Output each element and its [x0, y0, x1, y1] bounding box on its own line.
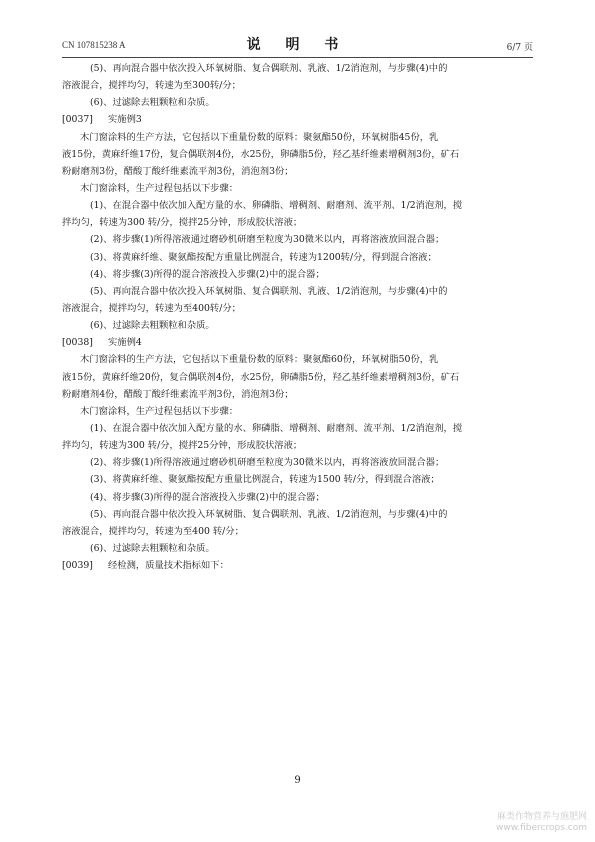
line-text: 粉耐磨剂4份，醋酸丁酸纤维素流平剂3份，消泡剂3份；: [62, 388, 294, 400]
line-text: (6)、过滤除去粗颗粒和杂质。: [90, 320, 215, 332]
text-line: [62, 266, 535, 283]
text-line: [62, 420, 535, 437]
text-line: [62, 369, 535, 386]
line-text: 溶液混合，搅拌均匀，转速为至400 转/分；: [62, 525, 244, 537]
watermark-url: www.fibercrops.com: [496, 823, 587, 833]
line-text: (3)、将黄麻纤维、聚氨酯按配方重量比例混合，转速为1200转/分，得到混合溶液；: [90, 251, 437, 263]
header-divider: [62, 57, 533, 58]
text-line: [62, 454, 535, 471]
page-header: [62, 34, 533, 56]
line-text: (3)、将黄麻纤维、聚氨酯按配方重量比例混合，转速为1500 转/分，得到混合溶液；: [90, 474, 440, 486]
site-watermark: [496, 812, 587, 834]
page-number: 9: [294, 775, 301, 786]
line-text: 液15份，黄麻纤维20份，复合偶联剂4份，水25份，卵磷脂5份，羟乙基纤维素增稠剂3份，矿石: [62, 371, 460, 383]
line-text: (5)、再向混合器中依次投入环氧树脂、复合偶联剂、乳液、1/2消泡剂，与步骤(4)中的: [90, 508, 448, 520]
text-line: [62, 197, 535, 214]
text-line: [62, 386, 535, 403]
line-text: 拌均匀，转速为300 转/分，搅拌25分钟，形成胶状溶液；: [62, 217, 303, 229]
paragraph-number: [0038]: [62, 337, 93, 349]
line-text: 木门窗涂料的生产方法，它包括以下重量份数的原料：聚氨酯50份，环氧树脂45份，乳: [80, 131, 439, 143]
text-line: [62, 94, 535, 111]
page-of-indicator: 6/7 页: [506, 43, 533, 53]
text-line: [62, 300, 535, 317]
line-text: 溶液混合，搅拌均匀，转速为至300转/分；: [62, 80, 241, 92]
line-text: 拌均匀，转速为300 转/分，搅拌25分钟，形成胶状溶液；: [62, 440, 303, 452]
text-line: [62, 489, 535, 506]
line-text: (2)、将步骤(1)所得溶液通过磨砂机研磨至粒度为30微米以内，再将溶液放回混合器；: [90, 457, 445, 469]
text-line: [62, 60, 535, 77]
document-body: [62, 60, 535, 574]
line-text: 溶液混合，搅拌均匀，转速为至400转/分；: [62, 302, 241, 314]
paragraph-heading: [62, 334, 535, 351]
text-line: [62, 437, 535, 454]
text-line: [62, 231, 535, 248]
text-line: [62, 540, 535, 557]
line-text: (4)、将步骤(3)所得的混合溶液投入步骤(2)中的混合器；: [90, 268, 325, 280]
text-line: [62, 163, 535, 180]
text-line: [62, 283, 535, 300]
line-text: (6)、过滤除去粗颗粒和杂质。: [90, 97, 215, 109]
text-line: [62, 249, 535, 266]
line-text: (6)、过滤除去粗颗粒和杂质。: [90, 542, 215, 554]
text-line: [62, 129, 535, 146]
line-text: 实施例4: [108, 337, 142, 349]
line-text: 木门窗涂料，生产过程包括以下步骤：: [80, 405, 239, 417]
text-line: [62, 146, 535, 163]
text-line: [62, 180, 535, 197]
line-text: (2)、将步骤(1)所得溶液通过磨砂机研磨至粒度为30微米以内，再将溶液放回混合器；: [90, 234, 445, 246]
line-text: 液15份，黄麻纤维17份，复合偶联剂4份，水25份，卵磷脂5份，羟乙基纤维素增稠剂3份，矿石: [62, 148, 460, 160]
line-text: (1)、在混合器中依次加入配方量的水、卵磷脂、增稠剂、耐磨剂、流平剂、1/2消泡剂，搅: [90, 422, 463, 434]
line-text: 粉耐磨剂3份，醋酸丁酸纤维素流平剂3份，消泡剂3份；: [62, 165, 294, 177]
line-text: 木门窗涂料的生产方法，它包括以下重量份数的原料：聚氨酯60份，环氧树脂50份，乳: [80, 354, 439, 366]
line-text: (5)、再向混合器中依次投入环氧树脂、复合偶联剂、乳液、1/2消泡剂，与步骤(4)中的: [90, 285, 448, 297]
text-line: [62, 506, 535, 523]
paragraph-heading: [62, 111, 535, 128]
watermark-title: 麻类作物营养与施肥网: [496, 812, 587, 822]
text-line: [62, 351, 535, 368]
line-text: 木门窗涂料，生产过程包括以下步骤：: [80, 182, 239, 194]
document-title: 说 明 书: [246, 37, 349, 53]
line-text: (4)、将步骤(3)所得的混合溶液投入步骤(2)中的混合器；: [90, 491, 325, 503]
line-text: 经检测，质量技术指标如下：: [108, 560, 229, 572]
text-line: [62, 77, 535, 94]
text-line: [62, 471, 535, 488]
paragraph-number: [0037]: [62, 114, 93, 126]
line-text: 实施例3: [108, 114, 142, 126]
line-text: (1)、在混合器中依次加入配方量的水、卵磷脂、增稠剂、耐磨剂、流平剂、1/2消泡剂，搅: [90, 200, 463, 212]
text-line: [62, 523, 535, 540]
line-text: (5)、再向混合器中依次投入环氧树脂、复合偶联剂、乳液、1/2消泡剂，与步骤(4)中的: [90, 63, 448, 74]
patent-number: CN 107815238 A: [62, 40, 126, 50]
paragraph-heading: [62, 557, 535, 574]
paragraph-number: [0039]: [62, 560, 93, 572]
text-line: [62, 403, 535, 420]
text-line: [62, 214, 535, 231]
text-line: [62, 317, 535, 334]
